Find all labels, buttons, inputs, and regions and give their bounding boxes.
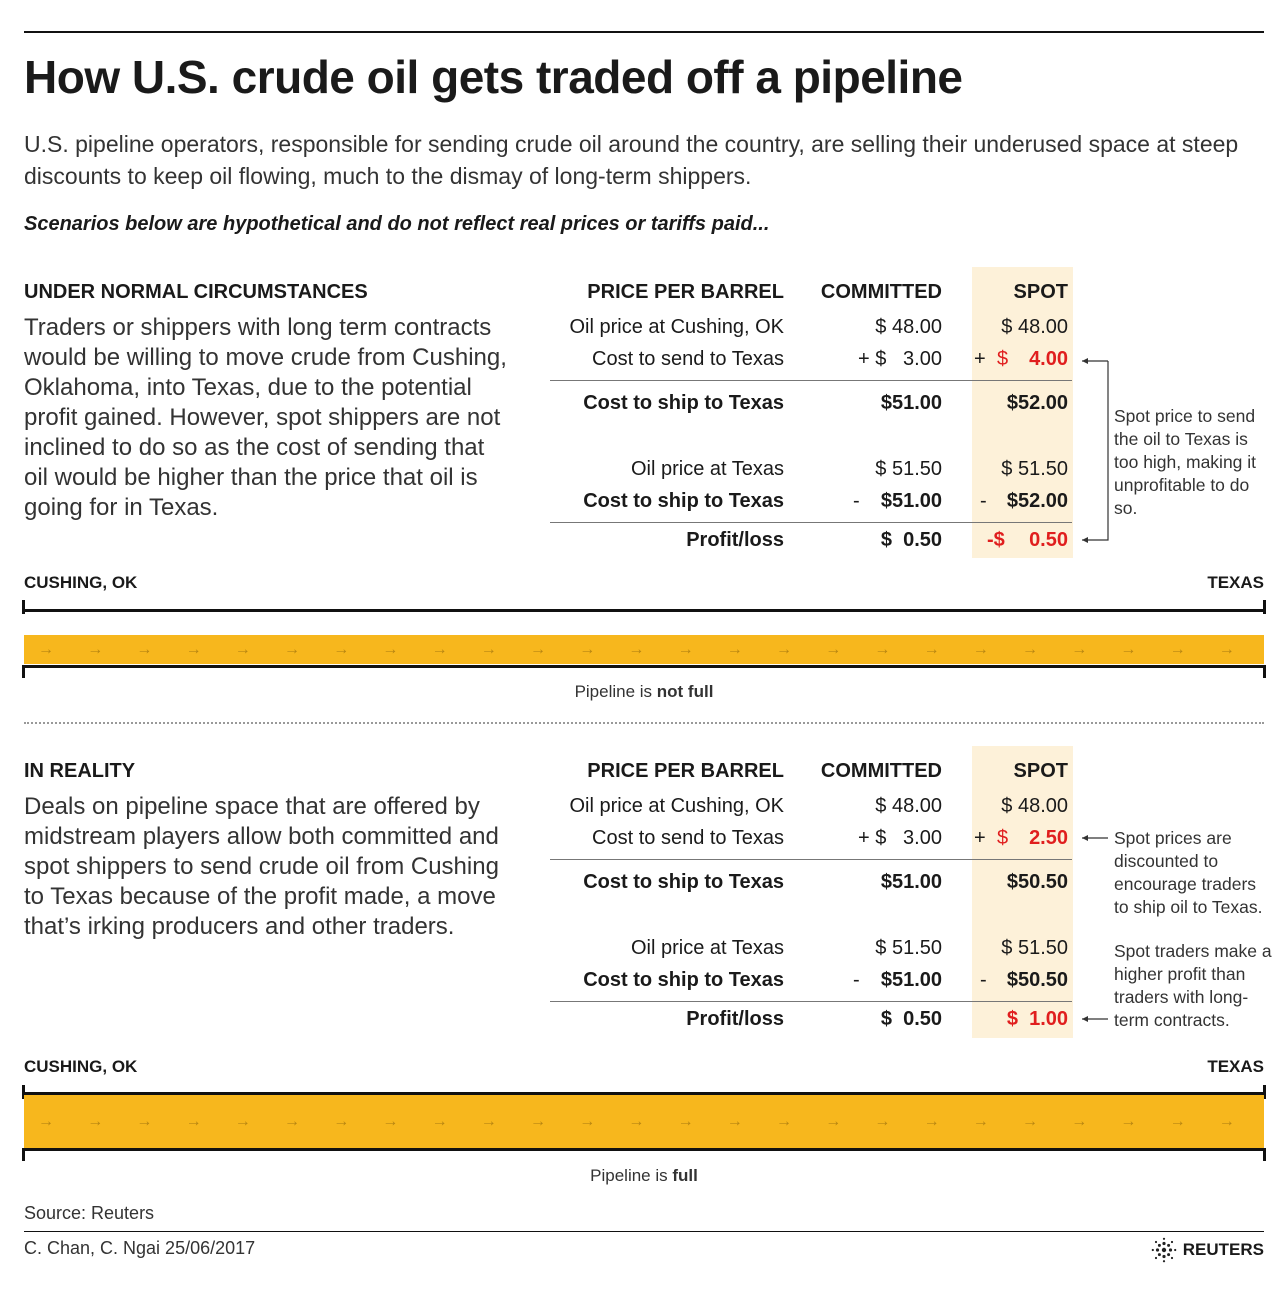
origin-label: CUSHING, OK [24, 573, 138, 592]
header-price-per-barrel: PRICE PER BARREL [587, 760, 784, 782]
row-label: Profit/loss [686, 529, 784, 551]
minus-sign: - [980, 490, 987, 512]
row-spot-value: $50.50 [1006, 969, 1068, 991]
source-text: Source: Reuters [24, 1203, 155, 1223]
flow-arrow-icon: → [825, 640, 842, 658]
flow-arrow-icon: → [1169, 640, 1186, 658]
section-normal-title: UNDER NORMAL CIRCUMSTANCES [24, 281, 368, 303]
flow-arrow-icon: → [185, 1112, 202, 1130]
flow-arrow-icon: → [579, 1112, 596, 1130]
table-divider [550, 859, 1072, 860]
flow-arrow-icon: → [234, 640, 251, 658]
flow-arrow-icon: → [87, 1112, 104, 1130]
flow-arrow-icon: → [776, 640, 792, 658]
flow-arrow-icon: → [1218, 1112, 1235, 1130]
pipeline-caption: Pipeline is full [590, 1166, 698, 1185]
section-reality-text: Deals on pipeline space that are offered by midstream players allow both committed and spot shippers to send crude oil from Cushing to Texas because of the profit made, a move that’s irking producers and other traders. [24, 793, 499, 940]
flow-arrow-icon: → [38, 640, 54, 658]
flow-arrow-icon: → [1218, 640, 1235, 658]
reuters-wordmark: REUTERS [1182, 1240, 1264, 1259]
section-normal-text: Traders or shippers with long term contracts would be willing to move crude from Cushing, Oklahoma, into Texas, due to the potential profit gained. However, spot shippers are not inclined to do so as the cost of sending that oil would be higher than the price that oil is going for in Texas. [24, 314, 507, 521]
row-spot-value: $50.50 [1006, 871, 1068, 893]
flow-arrow-icon: → [136, 640, 153, 658]
flow-arrow-icon: → [726, 640, 743, 658]
row-spot-value: 0.50 [1029, 529, 1068, 551]
page-title: How U.S. crude oil gets traded off a pipeline [24, 51, 963, 103]
row-spot-value: $ 51.50 [1001, 937, 1068, 959]
pipeline-caption: Pipeline is not full [574, 682, 714, 701]
annotation-spot-too-high: Spot price to send the oil to Texas is too high, making it unprofitable to do so. [1114, 406, 1257, 518]
flow-arrow-icon: → [677, 1112, 694, 1130]
row-spot-value: $52.00 [1006, 392, 1068, 414]
disclaimer-note: Scenarios below are hypothetical and do not reflect real prices or tariffs paid... [24, 213, 770, 235]
flow-arrow-icon: → [923, 640, 940, 658]
pipeline-bottom-wall [24, 1148, 1264, 1151]
flow-arrow-icon: → [972, 640, 989, 658]
flow-arrow-icon: → [579, 640, 596, 658]
flow-arrow-icon: → [382, 640, 399, 658]
reuters-dots-icon [1151, 1237, 1177, 1263]
intro-text: U.S. pipeline operators, responsible for sending crude oil around the country, are selling their underused space at steep discounts to keep oil flowing, much to the dismay of long-term shippers. [24, 131, 1239, 189]
header-committed: COMMITTED [820, 760, 942, 782]
header-price-per-barrel: PRICE PER BARREL [587, 281, 784, 303]
flow-arrow-icon: → [530, 1112, 546, 1130]
header-committed: COMMITTED [820, 281, 942, 303]
row-committed-value: $ 0.50 [880, 1008, 942, 1030]
flow-arrow-icon: → [333, 1112, 350, 1130]
row-label: Oil price at Texas [630, 937, 784, 959]
flow-arrow-icon: → [185, 640, 202, 658]
row-label: Cost to send to Texas [592, 348, 784, 370]
flow-arrow-icon: → [1120, 640, 1137, 658]
row-label: Oil price at Cushing, OK [569, 795, 784, 817]
top-rule [24, 31, 1264, 33]
flow-arrow-icon: → [1169, 1112, 1186, 1130]
bracket-arrow-icon [1072, 355, 1114, 550]
negative-dollar-sign: -$ [987, 529, 1005, 551]
flow-arrow-icon: → [874, 1112, 891, 1130]
flow-arrow-icon: → [628, 1112, 645, 1130]
row-label: Cost to ship to Texas [583, 490, 784, 512]
row-committed-value: $ 0.50 [880, 529, 942, 551]
flow-arrow-icon: → [1071, 640, 1088, 658]
row-spot-value: $52.00 [1006, 490, 1068, 512]
row-spot-value: 4.00 [1029, 348, 1068, 370]
footer-rule [24, 1231, 1264, 1232]
table-divider [550, 380, 1072, 381]
flow-arrow-icon: → [1120, 1112, 1137, 1130]
row-committed-value: $ 48.00 [875, 795, 942, 817]
pipeline-bottom-wall [24, 665, 1264, 668]
flow-arrow-icon: → [825, 1112, 842, 1130]
row-label: Oil price at Cushing, OK [569, 316, 784, 338]
minus-sign: - [853, 969, 860, 991]
flow-arrow-icon: → [1071, 1112, 1088, 1130]
row-label: Profit/loss [686, 1008, 784, 1030]
plus-sign: + [974, 348, 986, 370]
row-spot-value: $ 51.50 [1001, 458, 1068, 480]
destination-label: TEXAS [1207, 1057, 1264, 1076]
row-spot-value: 2.50 [1029, 827, 1068, 849]
arrow-left-icon [1076, 832, 1110, 844]
flow-arrow-icon: → [333, 640, 350, 658]
section-separator [24, 722, 1264, 724]
flow-arrow-icon: → [923, 1112, 940, 1130]
dollar-sign: $ [997, 348, 1009, 370]
annotation-spot-higher-profit: Spot traders make a higher profit than traders with long-term contracts. [1114, 941, 1272, 1030]
dollar-sign: $ [997, 827, 1009, 849]
row-spot-value: $ 48.00 [1001, 795, 1068, 817]
flow-arrow-icon: → [382, 1112, 399, 1130]
row-label: Cost to ship to Texas [583, 392, 784, 414]
row-spot-value: $ 1.00 [1006, 1008, 1068, 1030]
flow-arrow-icon: → [677, 640, 694, 658]
row-committed-value: + $ 3.00 [858, 827, 942, 849]
flow-arrow-icon: → [628, 640, 645, 658]
minus-sign: - [853, 490, 860, 512]
header-spot: SPOT [1013, 760, 1068, 782]
flow-arrow-icon: → [234, 1112, 251, 1130]
row-committed-value: $ 51.50 [875, 458, 942, 480]
row-committed-value: $ 48.00 [875, 316, 942, 338]
row-label: Cost to ship to Texas [583, 969, 784, 991]
pipeline-top-wall [24, 609, 1264, 612]
pipeline-oil-flow [24, 1095, 1264, 1148]
section-reality-title: IN REALITY [24, 760, 136, 782]
flow-arrow-icon: → [284, 1112, 300, 1130]
flow-arrow-icon: → [776, 1112, 792, 1130]
flow-arrow-icon: → [972, 1112, 989, 1130]
row-committed-value: $ 51.50 [875, 937, 942, 959]
header-spot: SPOT [1013, 281, 1068, 303]
pipeline-oil-flow [24, 635, 1264, 664]
flow-arrow-icon: → [136, 1112, 153, 1130]
row-label: Cost to send to Texas [592, 827, 784, 849]
flow-arrow-icon: → [284, 640, 300, 658]
row-committed-value: + $ 3.00 [858, 348, 942, 370]
arrow-left-icon [1076, 1013, 1110, 1025]
annotation-spot-discounted: Spot prices are discounted to encourage traders to ship oil to Texas. [1114, 828, 1263, 917]
row-spot-value: $ 48.00 [1001, 316, 1068, 338]
flow-arrow-icon: → [431, 640, 448, 658]
pipeline-cap-left [22, 665, 25, 678]
minus-sign: - [980, 969, 987, 991]
flow-arrow-icon: → [38, 1112, 54, 1130]
flow-arrow-icon: → [1022, 1112, 1038, 1130]
row-committed-value: $51.00 [880, 490, 942, 512]
row-label: Oil price at Texas [630, 458, 784, 480]
row-committed-value: $51.00 [880, 392, 942, 414]
pipeline-cap-right [1263, 1148, 1266, 1161]
destination-label: TEXAS [1207, 573, 1264, 592]
row-label: Cost to ship to Texas [583, 871, 784, 893]
flow-arrow-icon: → [874, 640, 891, 658]
flow-arrow-icon: → [480, 1112, 497, 1130]
row-committed-value: $51.00 [880, 871, 942, 893]
plus-sign: + [974, 827, 986, 849]
flow-arrow-icon: → [480, 640, 497, 658]
row-committed-value: $51.00 [880, 969, 942, 991]
table-divider [550, 1001, 1072, 1002]
flow-arrow-icon: → [726, 1112, 743, 1130]
flow-arrow-icon: → [1022, 640, 1038, 658]
reuters-logo [1151, 1237, 1264, 1263]
origin-label: CUSHING, OK [24, 1057, 138, 1076]
table-divider [550, 522, 1072, 523]
pipeline-state: not full [656, 682, 714, 701]
flow-arrow-icon: → [87, 640, 104, 658]
flow-arrow-icon: → [530, 640, 546, 658]
pipeline-state: full [672, 1166, 698, 1185]
pipeline-cap-left [22, 1148, 25, 1161]
flow-arrow-icon: → [431, 1112, 448, 1130]
credit-text: C. Chan, C. Ngai 25/06/2017 [24, 1238, 256, 1258]
pipeline-cap-right [1263, 665, 1266, 678]
